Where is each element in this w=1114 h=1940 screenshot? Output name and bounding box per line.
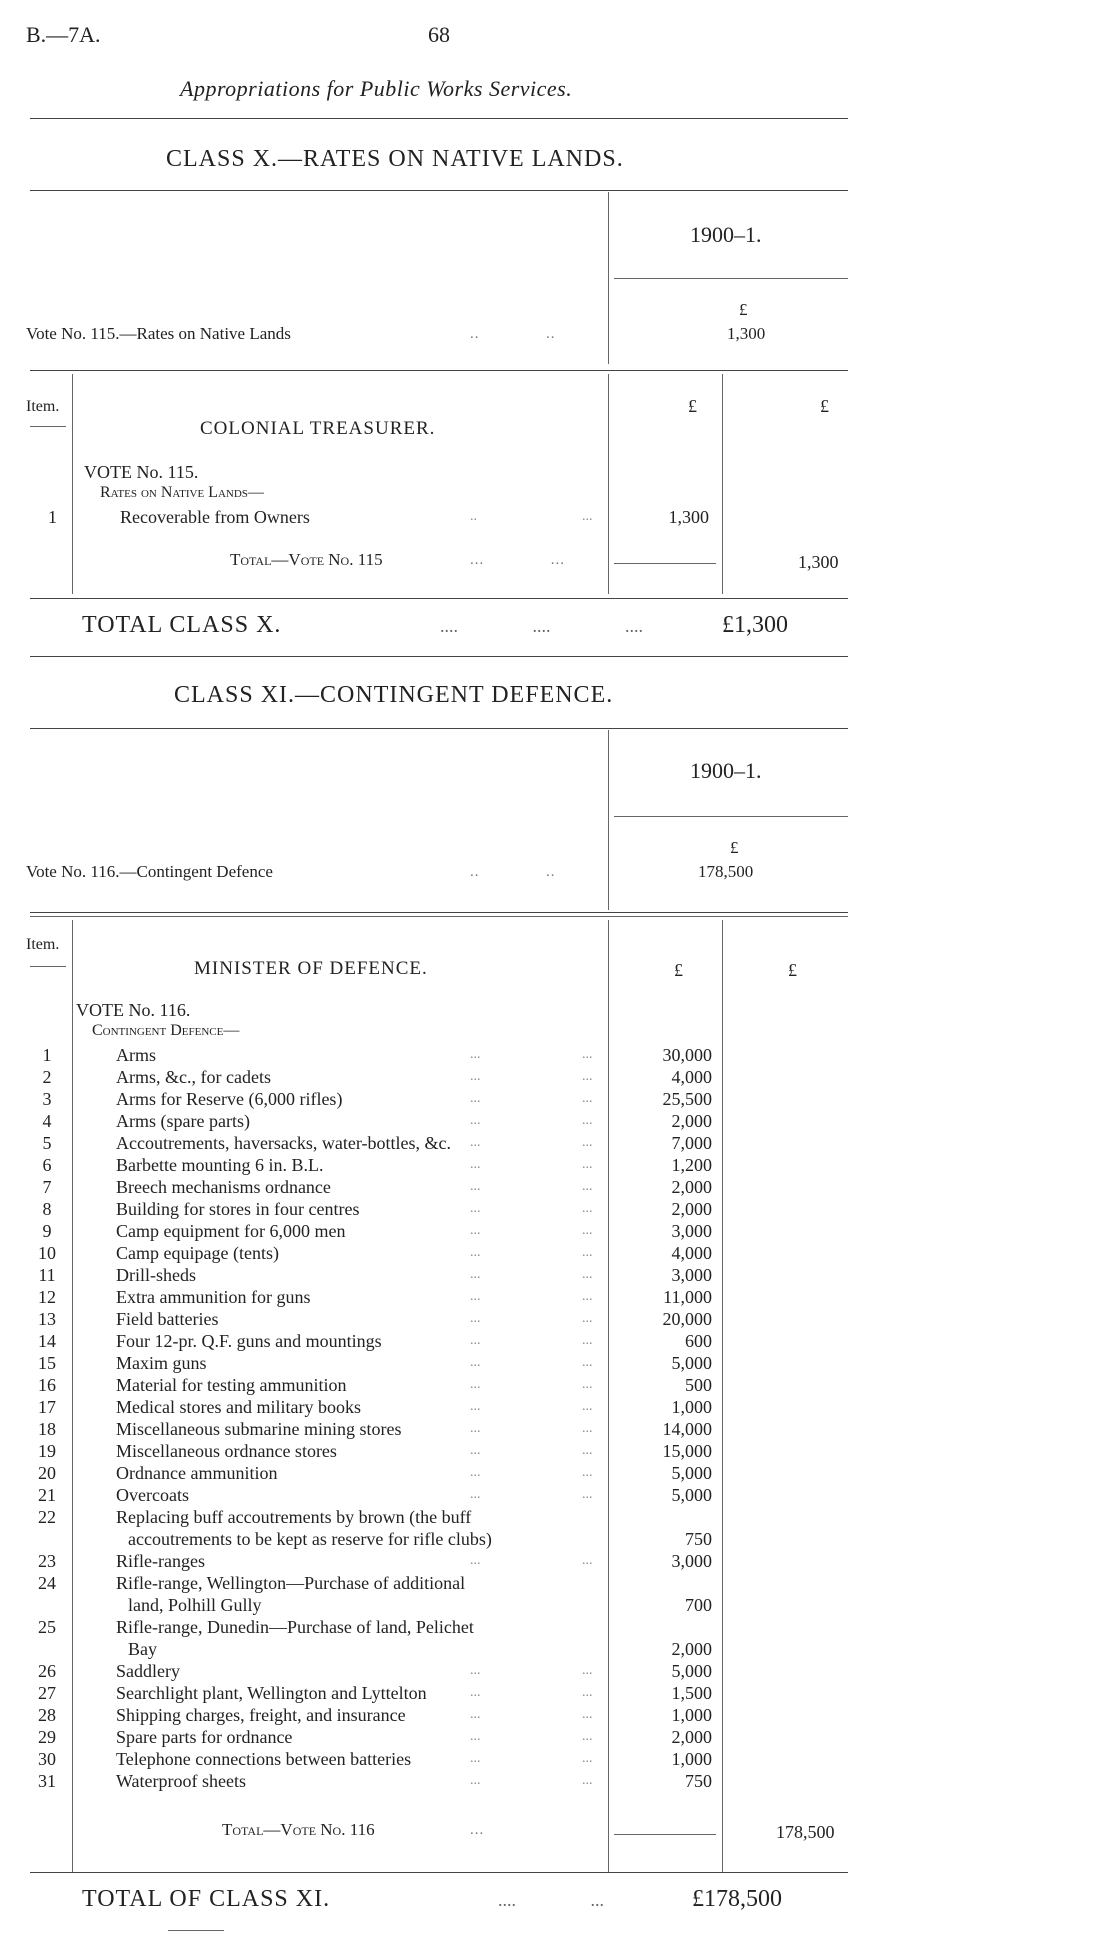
page-subtitle: Appropriations for Public Works Services.	[180, 76, 573, 101]
item-number: 22	[38, 1507, 56, 1527]
leader-dots: ...	[582, 1707, 593, 1722]
item-description: Telephone connections between batteries	[116, 1749, 412, 1769]
leader-dots: .. ..	[470, 864, 556, 880]
item-description: Spare parts for ordnance	[116, 1727, 293, 1747]
vote-total-label: Total—Vote No. 115	[230, 550, 383, 569]
vote-heading: VOTE No. 115.	[84, 462, 199, 482]
item-description: Maxim guns	[116, 1353, 207, 1373]
vote-total-amount: 1,300	[798, 552, 839, 572]
amount-cell	[0, 1110, 1114, 1132]
item-amount: 750	[685, 1529, 712, 1549]
item-number: 27	[38, 1683, 56, 1703]
amount-cell	[0, 1242, 1114, 1264]
leader-dots: ...	[582, 1113, 593, 1128]
item-amount: 7,000	[671, 1133, 712, 1153]
table-row	[0, 1506, 1114, 1528]
item-description: Ordnance ammunition	[116, 1463, 278, 1483]
item-number: 8	[42, 1199, 52, 1219]
rule	[30, 190, 848, 191]
leader-dots: ...	[470, 1333, 481, 1348]
leader-dots: ...	[582, 1223, 593, 1238]
leader-dots: ...	[582, 1421, 593, 1436]
item-description: Breech mechanisms ordnance	[116, 1177, 331, 1197]
item-number: 21	[38, 1485, 56, 1505]
amount-cell	[0, 1660, 1114, 1682]
item-description: Arms (spare parts)	[116, 1111, 250, 1131]
amount-cell	[0, 1154, 1114, 1176]
leader-dots: ...	[470, 1443, 481, 1458]
class-total-amount: £1,300	[722, 612, 788, 638]
leader-dots: ...	[470, 1179, 481, 1194]
item-amount: 500	[685, 1375, 712, 1395]
leader-dots: ...	[470, 1069, 481, 1084]
leader-dots: ...	[582, 1773, 593, 1788]
item-amount: 3,000	[671, 1551, 712, 1571]
item-description: Arms for Reserve (6,000 rifles)	[116, 1089, 343, 1109]
item-description: Searchlight plant, Wellington and Lyttelton	[116, 1683, 427, 1703]
item-description: Extra ammunition for guns	[116, 1287, 311, 1307]
item-number: 3	[42, 1089, 52, 1109]
item-description: Building for stores in four centres	[116, 1199, 360, 1219]
item-description: Overcoats	[116, 1485, 189, 1505]
vote-total-amount: 178,500	[776, 1822, 835, 1842]
item-number: 26	[38, 1661, 56, 1681]
item-number: 25	[38, 1617, 56, 1637]
item-amount: 20,000	[662, 1309, 712, 1329]
leader-dots: ...	[470, 1047, 481, 1062]
leader-dots: ...	[470, 1773, 481, 1788]
item-amount: 5,000	[671, 1661, 712, 1681]
item-description: Recoverable from Owners	[120, 507, 310, 527]
amount-cell	[0, 1440, 1114, 1462]
class-total-label: TOTAL OF CLASS XI.	[82, 1886, 331, 1912]
amount-cell	[0, 1682, 1114, 1704]
column-divider	[608, 192, 609, 364]
column-divider	[722, 374, 723, 594]
item-amount: 5,000	[671, 1463, 712, 1483]
class-x-vote-line: Vote No. 115.—Rates on Native Lands	[26, 324, 291, 343]
class-x-vote-currency: £	[739, 300, 748, 319]
leader-dots: .... ...	[498, 1890, 604, 1910]
vote-subheading: Contingent Defence—	[92, 1022, 240, 1039]
amount-cell	[0, 1528, 1114, 1550]
item-number: 1	[42, 1045, 52, 1065]
leader-dots: ...	[582, 509, 593, 524]
currency-header: £	[820, 396, 829, 416]
document-ref: B.—7A.	[26, 22, 101, 47]
class-x-vote-amount: 1,300	[727, 324, 766, 343]
vote-subheading: Rates on Native Lands—	[100, 484, 264, 501]
amount-cell	[0, 1286, 1114, 1308]
item-amount: 1,500	[671, 1683, 712, 1703]
item-description: Replacing buff accoutrements by brown (the buff	[116, 1507, 472, 1527]
leader-dots: ...	[582, 1751, 593, 1766]
item-number: 24	[38, 1573, 56, 1593]
item-amount: 2,000	[671, 1727, 712, 1747]
item-number: 28	[38, 1705, 56, 1725]
leader-dots: ...	[470, 1091, 481, 1106]
leader-dots: ...	[470, 1289, 481, 1304]
item-column-header: Item.	[26, 398, 60, 415]
rule	[30, 916, 848, 917]
item-description: Saddlery	[116, 1661, 180, 1681]
item-description: Miscellaneous ordnance stores	[116, 1441, 337, 1461]
leader-dots: ...	[470, 1553, 481, 1568]
item-number: 9	[42, 1221, 52, 1241]
item-amount: 15,000	[662, 1441, 712, 1461]
item-description: Field batteries	[116, 1309, 219, 1329]
rule	[168, 1930, 224, 1931]
leader-dots: ...	[582, 1311, 593, 1326]
amount-cell	[0, 1044, 1114, 1066]
leader-dots: ...	[582, 1333, 593, 1348]
leader-dots: ...	[470, 1355, 481, 1370]
item-amount: 1,000	[671, 1749, 712, 1769]
item-description: Barbette mounting 6 in. B.L.	[116, 1155, 324, 1175]
item-description: Camp equipage (tents)	[116, 1243, 279, 1263]
amount-cell	[0, 1418, 1114, 1440]
item-description-continuation: accoutrements to be kept as reserve for rifle clubs)	[128, 1529, 492, 1549]
column-divider	[608, 730, 609, 910]
rule	[30, 598, 848, 599]
item-amount: 14,000	[662, 1419, 712, 1439]
item-number: 29	[38, 1727, 56, 1747]
rule	[30, 966, 66, 967]
vote-total-label: Total—Vote No. 116	[222, 1820, 375, 1839]
item-amount: 25,500	[662, 1089, 712, 1109]
item-description: Drill-sheds	[116, 1265, 196, 1285]
class-xi-vote-line: Vote No. 116.—Contingent Defence	[26, 862, 273, 881]
column-divider	[608, 374, 609, 594]
rule	[614, 278, 848, 279]
department-title: COLONIAL TREASURER.	[200, 418, 436, 439]
class-xi-vote-amount: 178,500	[698, 862, 754, 881]
item-number: 20	[38, 1463, 56, 1483]
rule	[30, 912, 848, 913]
item-amount: 30,000	[662, 1045, 712, 1065]
item-description: Medical stores and military books	[116, 1397, 361, 1417]
leader-dots: ...	[582, 1289, 593, 1304]
column-divider	[72, 374, 73, 594]
amount-cell	[0, 1066, 1114, 1088]
item-description-continuation: land, Polhill Gully	[128, 1595, 262, 1615]
leader-dots: .... .... ....	[440, 616, 643, 636]
item-number: 23	[38, 1551, 56, 1571]
leader-dots: ...	[582, 1091, 593, 1106]
leader-dots: ...	[470, 1729, 481, 1744]
page-number: 68	[428, 22, 450, 47]
rule	[30, 728, 848, 729]
leader-dots: ...	[470, 1157, 481, 1172]
item-number: 16	[38, 1375, 56, 1395]
leader-dots: ...	[582, 1377, 593, 1392]
rule	[30, 370, 848, 371]
leader-dots: ...	[582, 1465, 593, 1480]
amount-cell	[0, 1220, 1114, 1242]
leader-dots: ...	[582, 1685, 593, 1700]
item-amount: 4,000	[671, 1067, 712, 1087]
amount-cell	[0, 1088, 1114, 1110]
leader-dots: ...	[470, 1399, 481, 1414]
item-description: Arms, &c., for cadets	[116, 1067, 271, 1087]
class-total-label: TOTAL CLASS X.	[82, 612, 282, 638]
leader-dots: ...	[582, 1069, 593, 1084]
leader-dots: ... ...	[470, 552, 565, 568]
class-x-year: 1900–1.	[690, 222, 762, 247]
leader-dots: ...	[582, 1553, 593, 1568]
leader-dots: ...	[470, 1223, 481, 1238]
amount-cell	[0, 1352, 1114, 1374]
leader-dots: ...	[470, 1465, 481, 1480]
item-description: Rifle-ranges	[116, 1551, 205, 1571]
item-number: 12	[38, 1287, 56, 1307]
rule	[30, 118, 848, 119]
rule	[614, 563, 716, 564]
item-amount: 1,200	[671, 1155, 712, 1175]
item-amount: 2,000	[671, 1177, 712, 1197]
item-description: Shipping charges, freight, and insurance	[116, 1705, 406, 1725]
item-amount: 750	[685, 1771, 712, 1791]
leader-dots: ...	[582, 1201, 593, 1216]
amount-cell	[0, 1550, 1114, 1572]
item-number: 10	[38, 1243, 56, 1263]
leader-dots: ...	[582, 1443, 593, 1458]
amount-cell	[0, 1726, 1114, 1748]
leader-dots: ...	[582, 1663, 593, 1678]
class-x-title: CLASS X.—RATES ON NATIVE LANDS.	[166, 146, 624, 172]
item-amount: 3,000	[671, 1221, 712, 1241]
item-number: 15	[38, 1353, 56, 1373]
class-xi-year: 1900–1.	[690, 758, 762, 783]
leader-dots: ...	[470, 1267, 481, 1282]
rule	[30, 656, 848, 657]
item-number: 7	[42, 1177, 52, 1197]
leader-dots: ...	[470, 1751, 481, 1766]
amount-cell	[0, 1770, 1114, 1792]
item-number: 30	[38, 1749, 56, 1769]
amount-cell	[0, 1638, 1114, 1660]
leader-dots: ...	[582, 1135, 593, 1150]
item-amount: 11,000	[663, 1287, 712, 1307]
leader-dots: ...	[470, 1707, 481, 1722]
item-amount: 5,000	[671, 1485, 712, 1505]
item-amount: 4,000	[671, 1243, 712, 1263]
leader-dots: ...	[470, 1201, 481, 1216]
item-column-header: Item.	[26, 936, 60, 953]
amount-cell	[0, 1308, 1114, 1330]
leader-dots: ...	[582, 1355, 593, 1370]
item-number: 1	[48, 507, 57, 527]
amount-cell	[0, 1132, 1114, 1154]
item-number: 5	[42, 1133, 52, 1153]
vote-heading: VOTE No. 116.	[76, 1000, 191, 1020]
leader-dots: ...	[470, 1311, 481, 1326]
leader-dots: ...	[582, 1047, 593, 1062]
leader-dots: ...	[470, 1822, 485, 1838]
rule	[614, 1834, 716, 1835]
rule	[30, 1872, 848, 1873]
item-number: 2	[42, 1067, 52, 1087]
currency-header: £	[674, 960, 683, 980]
table-row	[0, 1616, 1114, 1638]
leader-dots: ...	[582, 1157, 593, 1172]
item-description: Material for testing ammunition	[116, 1375, 347, 1395]
item-number: 4	[42, 1111, 52, 1131]
item-number: 19	[38, 1441, 56, 1461]
amount-cell	[0, 1462, 1114, 1484]
item-description: Accoutrements, haversacks, water-bottles, &c.	[116, 1133, 452, 1153]
leader-dots: ...	[470, 1487, 481, 1502]
amount-cell	[0, 1594, 1114, 1616]
class-total-amount: £178,500	[692, 1886, 782, 1912]
leader-dots: ...	[582, 1179, 593, 1194]
amount-cell	[0, 1176, 1114, 1198]
item-amount: 3,000	[671, 1265, 712, 1285]
item-amount: 1,000	[671, 1397, 712, 1417]
leader-dots: ...	[470, 1377, 481, 1392]
item-number: 14	[38, 1331, 56, 1351]
item-number: 17	[38, 1397, 56, 1417]
item-amount: 700	[685, 1595, 712, 1615]
rule	[614, 816, 848, 817]
item-description: Camp equipment for 6,000 men	[116, 1221, 346, 1241]
amount-cell	[0, 1264, 1114, 1286]
item-description-continuation: Bay	[128, 1639, 157, 1659]
amount-cell	[0, 1330, 1114, 1352]
amount-cell	[0, 1396, 1114, 1418]
currency-header: £	[788, 960, 797, 980]
leader-dots: ...	[582, 1267, 593, 1282]
item-description: Miscellaneous submarine mining stores	[116, 1419, 402, 1439]
item-amount: 600	[685, 1331, 712, 1351]
leader-dots: ...	[470, 1135, 481, 1150]
item-amount: 2,000	[671, 1111, 712, 1131]
leader-dots: ...	[582, 1245, 593, 1260]
item-number: 31	[38, 1771, 56, 1791]
class-xi-title: CLASS XI.—CONTINGENT DEFENCE.	[174, 682, 614, 708]
item-number: 13	[38, 1309, 56, 1329]
leader-dots: ...	[470, 1113, 481, 1128]
item-amount: 2,000	[671, 1199, 712, 1219]
item-amount: 1,000	[671, 1705, 712, 1725]
item-description: Waterproof sheets	[116, 1771, 246, 1791]
leader-dots: ...	[582, 1399, 593, 1414]
leader-dots: ...	[470, 1663, 481, 1678]
item-number: 6	[42, 1155, 52, 1175]
currency-header: £	[688, 396, 697, 416]
item-amount: 2,000	[671, 1639, 712, 1659]
table-row	[0, 506, 1114, 528]
leader-dots: ...	[582, 1729, 593, 1744]
amount-cell	[0, 1748, 1114, 1770]
leader-dots: ...	[470, 1685, 481, 1700]
leader-dots: ..	[470, 509, 477, 524]
amount-cell	[0, 1374, 1114, 1396]
leader-dots: .. ..	[470, 326, 556, 342]
item-description: Rifle-range, Dunedin—Purchase of land, Pelichet	[116, 1617, 474, 1637]
table-row	[0, 1572, 1114, 1594]
amount-cell	[0, 1198, 1114, 1220]
class-xi-vote-currency: £	[730, 838, 739, 857]
leader-dots: ...	[470, 1245, 481, 1260]
leader-dots: ...	[582, 1487, 593, 1502]
item-description: Four 12-pr. Q.F. guns and mountings	[116, 1331, 382, 1351]
leader-dots: ...	[470, 1421, 481, 1436]
rule	[30, 426, 66, 427]
item-description: Rifle-range, Wellington—Purchase of additional	[116, 1573, 466, 1593]
item-number: 18	[38, 1419, 56, 1439]
item-amount: 5,000	[671, 1353, 712, 1373]
item-description: Arms	[116, 1045, 156, 1065]
item-amount: 1,300	[668, 507, 709, 527]
amount-cell	[0, 1484, 1114, 1506]
item-number: 11	[38, 1265, 56, 1285]
amount-cell	[0, 1704, 1114, 1726]
department-title: MINISTER OF DEFENCE.	[194, 958, 428, 979]
